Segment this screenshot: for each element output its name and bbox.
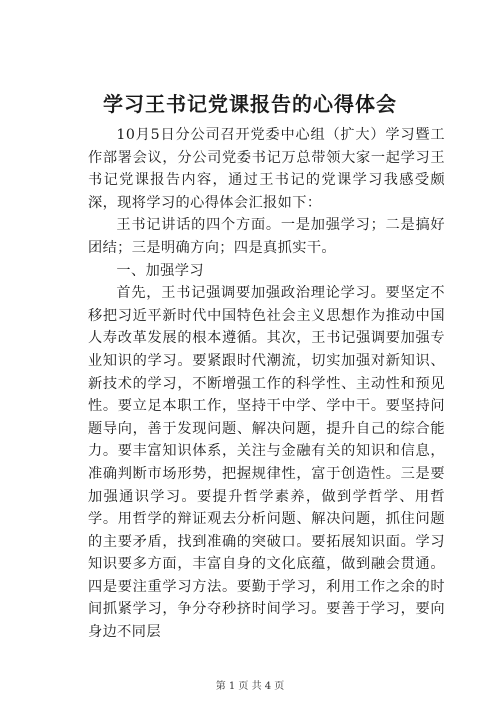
paragraph-four-aspects: 王书记讲话的四个方面。一是加强学习；二是搞好团结；三是明确方向；四是真抓实干。 (88, 217, 445, 256)
page-number-footer: 第 1 页 共 4 页 (215, 681, 285, 692)
paragraph-study-details: 首先，王书记强调要加强政治理论学习。要坚定不移把习近平新时代中国特色社会主义思想作为推动中国人寿改革发展的根本遵循。其次，王书记强调要加强专业知识的学习。要紧跟时代潮流，切实加强对新知识、新技术的学习，不断增强工作的科学性、主动性和预见性。要立足本职工作，坚持干中学、学中干。要坚持问题导向，善于发现问题、解决问题，提升自己的综合能力。要丰富知识体系，关注与金融有关的知识和信息，准确判断市场形势，把握规律性，富于创造性。三是要加强通识学习。要提升哲学素养，做到学哲学、用哲学。用哲学的辩证观去分析问题、解决问题，抓住问题的主要矛盾，找到准确的突破口。要拓展知识面。学习知识要多方面，丰富自身的文化底蕴，做到融会贯通。四是要注重学习方法。要勤于学习，利用工作之余的时间抓紧学习，争分夺秒挤时间学习。要善于学习，要向身边不同层 (88, 285, 445, 641)
document-title: 学习王书记党课报告的心得体会 (103, 92, 397, 116)
document-body (88, 124, 445, 644)
paragraph-intro: 10月5日分公司召开党委中心组（扩大）学习暨工作部署会议，分公司党委书记万总带领大家一起学习王书记党课报告内容，通过王书记的党课学习我感受颇深，现将学习的心得体会汇报如下： (88, 127, 445, 211)
section-heading-study: 一、加强学习 (116, 262, 204, 279)
